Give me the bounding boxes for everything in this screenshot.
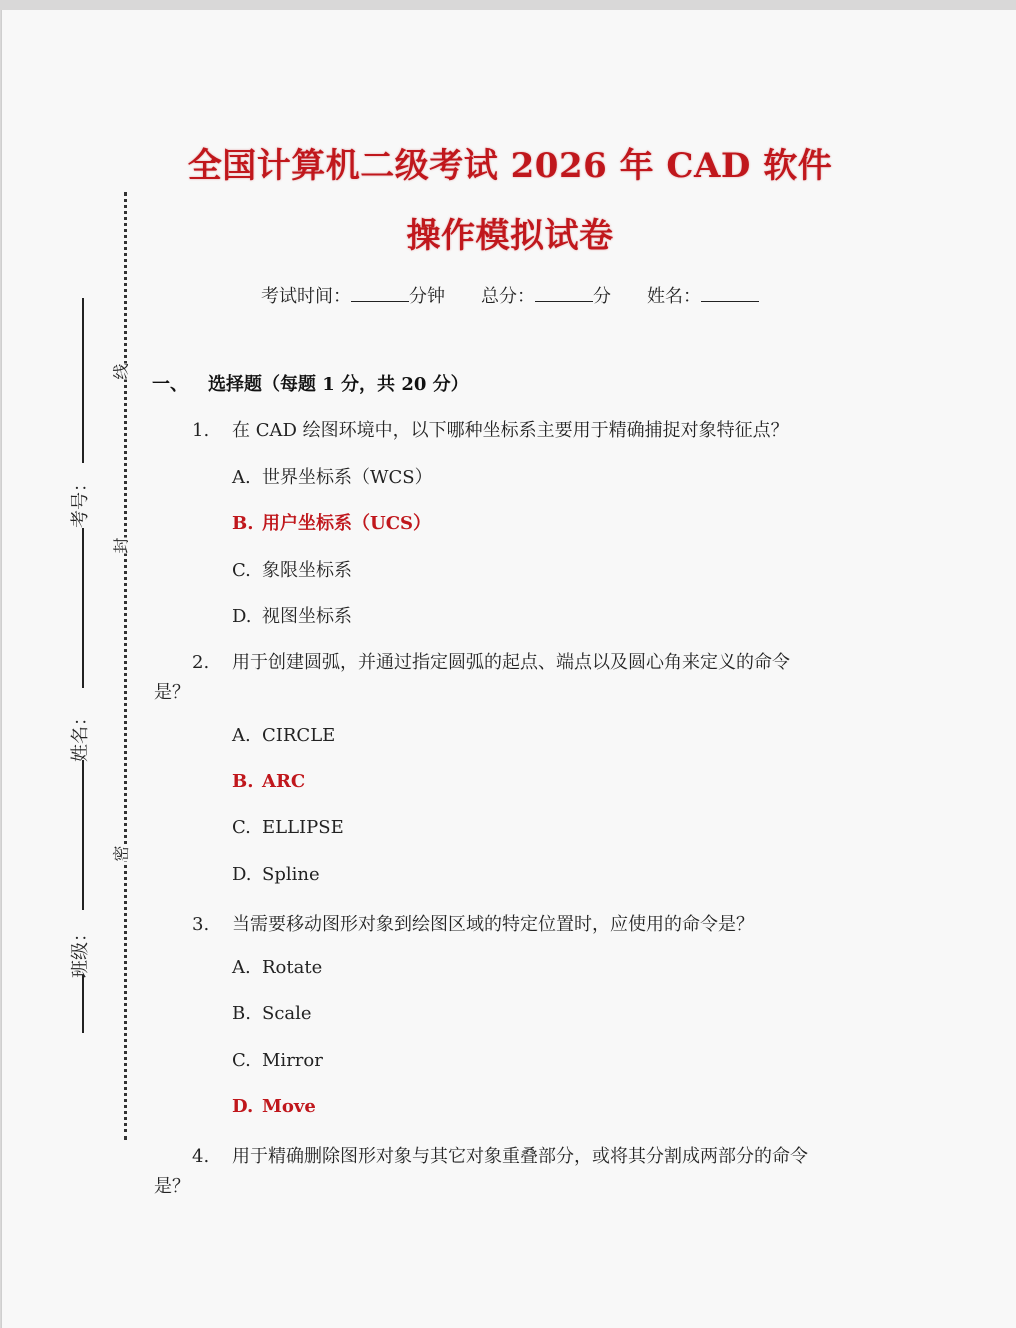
class-blank[interactable]: [82, 975, 84, 1033]
question-text: 在 CAD 绘图环境中，以下哪种坐标系主要用于精确捕捉对象特征点？: [232, 420, 789, 441]
exam-time-blank[interactable]: [351, 287, 409, 302]
exam-number-blank-bottom[interactable]: [82, 528, 84, 688]
total-label: 总分：: [481, 286, 535, 307]
question-2-cont: 是？: [154, 682, 190, 703]
option-2c[interactable]: [232, 817, 344, 838]
option-1a[interactable]: [232, 463, 433, 489]
exam-paper: [1, 10, 1016, 1328]
section-heading: [152, 370, 469, 396]
exam-number-blank-top[interactable]: [82, 298, 84, 463]
option-1d[interactable]: [232, 602, 352, 628]
option-text: 象限坐标系: [262, 560, 352, 581]
option-letter: D.: [232, 606, 252, 627]
total-unit: 分: [593, 286, 611, 307]
name-blank-margin[interactable]: [82, 760, 84, 910]
question-number: 2.: [192, 652, 210, 673]
option-3a[interactable]: [232, 957, 322, 978]
option-text: 用户坐标系（UCS）: [262, 513, 432, 534]
question-4: [192, 1142, 872, 1168]
option-letter: B.: [232, 771, 254, 792]
option-letter: D.: [232, 864, 252, 885]
question-1: [192, 416, 872, 442]
option-letter: A.: [232, 725, 251, 746]
option-letter: A.: [232, 467, 251, 488]
question-number: 1.: [192, 420, 210, 441]
option-letter: B.: [232, 513, 254, 534]
option-3b[interactable]: [232, 1003, 312, 1024]
question-text: 当需要移动图形对象到绘图区域的特定位置时，应使用的命令是？: [232, 914, 754, 935]
option-text: CIRCLE: [262, 725, 336, 746]
section-number: 一、: [152, 374, 188, 395]
option-2d[interactable]: [232, 864, 320, 885]
class-label: 班级：: [70, 924, 91, 978]
total-score-field: [481, 286, 611, 307]
option-3c[interactable]: [232, 1050, 323, 1071]
exam-time-unit: 分钟: [409, 286, 445, 307]
option-text: ARC: [262, 771, 306, 792]
option-letter: B.: [232, 1003, 251, 1024]
section-title: 选择题（每题 1 分，共 20 分）: [208, 374, 469, 395]
exam-number-label: 考号：: [70, 474, 91, 528]
exam-subtitle: 操作模拟试卷: [406, 216, 614, 256]
binding-mark-secret: 密: [109, 845, 132, 861]
binding-mark-line: 线: [109, 363, 132, 379]
option-text: Scale: [262, 1003, 312, 1024]
option-3d-correct[interactable]: [232, 1096, 316, 1117]
question-2: [192, 648, 872, 674]
question-number: 4.: [192, 1146, 210, 1167]
option-2a[interactable]: [232, 725, 335, 746]
exam-title: 全国计算机二级考试 2026 年 CAD 软件: [187, 146, 833, 186]
exam-time-label: 考试时间：: [261, 286, 351, 307]
option-letter: A.: [232, 957, 251, 978]
option-letter: D.: [232, 1096, 254, 1117]
option-letter: C.: [232, 560, 251, 581]
option-text: Move: [262, 1096, 316, 1117]
option-1b-correct[interactable]: [232, 509, 431, 535]
option-letter: C.: [232, 817, 251, 838]
option-text: 世界坐标系（WCS）: [262, 467, 433, 488]
question-3: [192, 910, 872, 936]
total-blank[interactable]: [535, 287, 593, 302]
option-text: Mirror: [262, 1050, 323, 1071]
option-text: ELLIPSE: [262, 817, 344, 838]
name-label: 姓名：: [647, 286, 701, 307]
binding-dotted-line: [124, 192, 127, 1140]
binding-mark-seal: 封: [109, 537, 132, 553]
name-blank[interactable]: [701, 287, 759, 302]
option-text: Spline: [262, 864, 320, 885]
exam-time-field: [261, 286, 445, 307]
option-1c[interactable]: [232, 556, 352, 582]
name-field: [647, 286, 759, 307]
question-text: 用于创建圆弧，并通过指定圆弧的起点、端点以及圆心角来定义的命令: [232, 652, 790, 673]
margin-name-label: 姓名：: [70, 708, 91, 762]
question-text: 用于精确删除图形对象与其它对象重叠部分，或将其分割成两部分的命令: [232, 1146, 808, 1167]
option-text: 视图坐标系: [262, 606, 352, 627]
option-2b-correct[interactable]: [232, 771, 305, 792]
exam-info-line: [2, 282, 1016, 308]
question-number: 3.: [192, 914, 210, 935]
option-letter: C.: [232, 1050, 251, 1071]
option-text: Rotate: [262, 957, 323, 978]
question-4-cont: 是？: [154, 1176, 190, 1197]
